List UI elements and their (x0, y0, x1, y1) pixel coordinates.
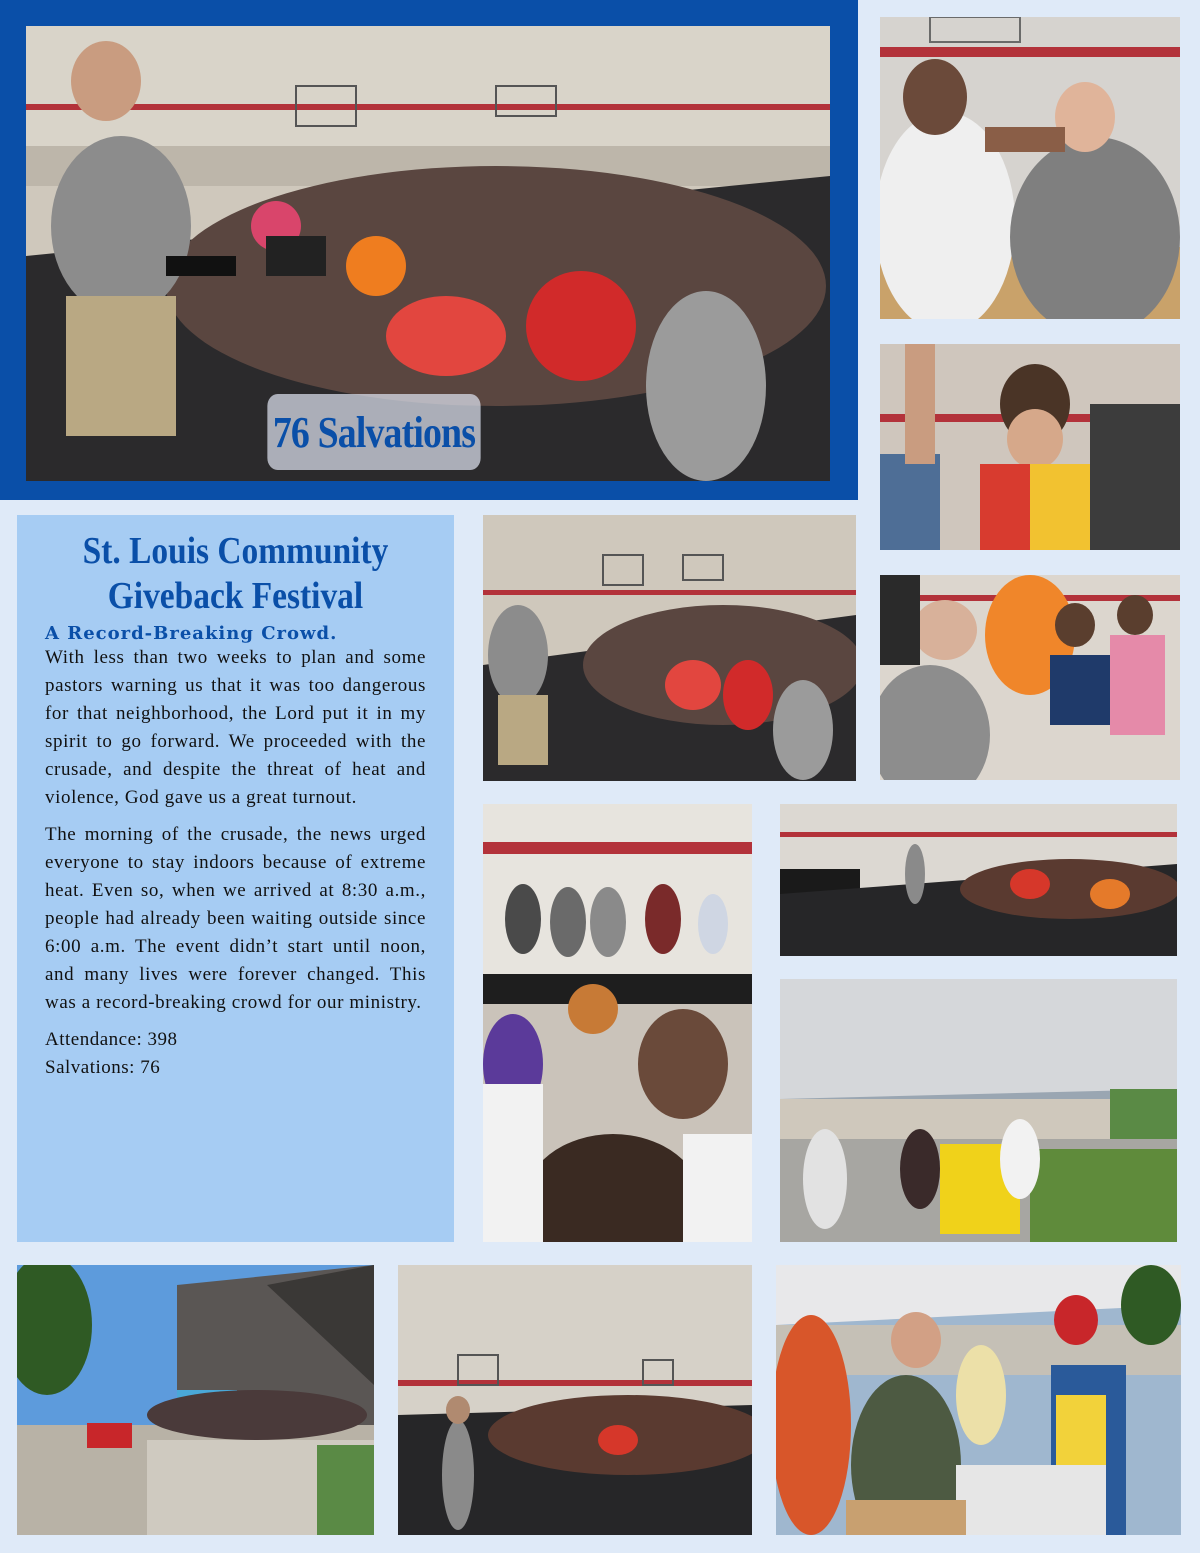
article-title-line1: St. Louis Community (82, 530, 389, 572)
photo-food-tent (780, 979, 1177, 1242)
salvations-badge: 76 Salvations (267, 394, 480, 470)
photo-worship-band (483, 804, 752, 1242)
article-title (68, 529, 403, 619)
stat-attendance: Attendance: 398 (45, 1029, 178, 1050)
photo-prayer-embrace (880, 17, 1180, 319)
article-panel (17, 515, 454, 1242)
photo-serving-food (776, 1265, 1181, 1535)
article-title-line2: Giveback Festival (107, 575, 364, 617)
article-paragraph-1: With less than two weeks to plan and some pastors warning us that it was too dangerous for that neighborhood, the Lord put it in my spirit to go forward. We proceeded with the crusade, and despite the threat of heat and violence, God gave us a great turnout. (45, 647, 426, 808)
article-paragraph-2: The morning of the crusade, the news urged everyone to stay indoors because of extreme heat. Even so, when we arrived at 8:30 a.m., people had already been waiting outside since 6:00 a.m. The event didn’t start until noon, and many lives were forever changed. This was a record-breaking crowd for our ministry. (45, 824, 426, 1013)
photo-preacher-gym (398, 1265, 752, 1535)
photo-gym-crowd-seated (780, 804, 1177, 956)
photo-outside-line (17, 1265, 374, 1535)
photo-praying-with-family (880, 575, 1180, 780)
stat-salvations: Salvations: 76 (45, 1057, 161, 1078)
article-subtitle: A Record-Breaking Crowd. (45, 623, 338, 644)
photo-gym-worship-wide (483, 515, 856, 781)
photo-child-praying (880, 344, 1180, 550)
